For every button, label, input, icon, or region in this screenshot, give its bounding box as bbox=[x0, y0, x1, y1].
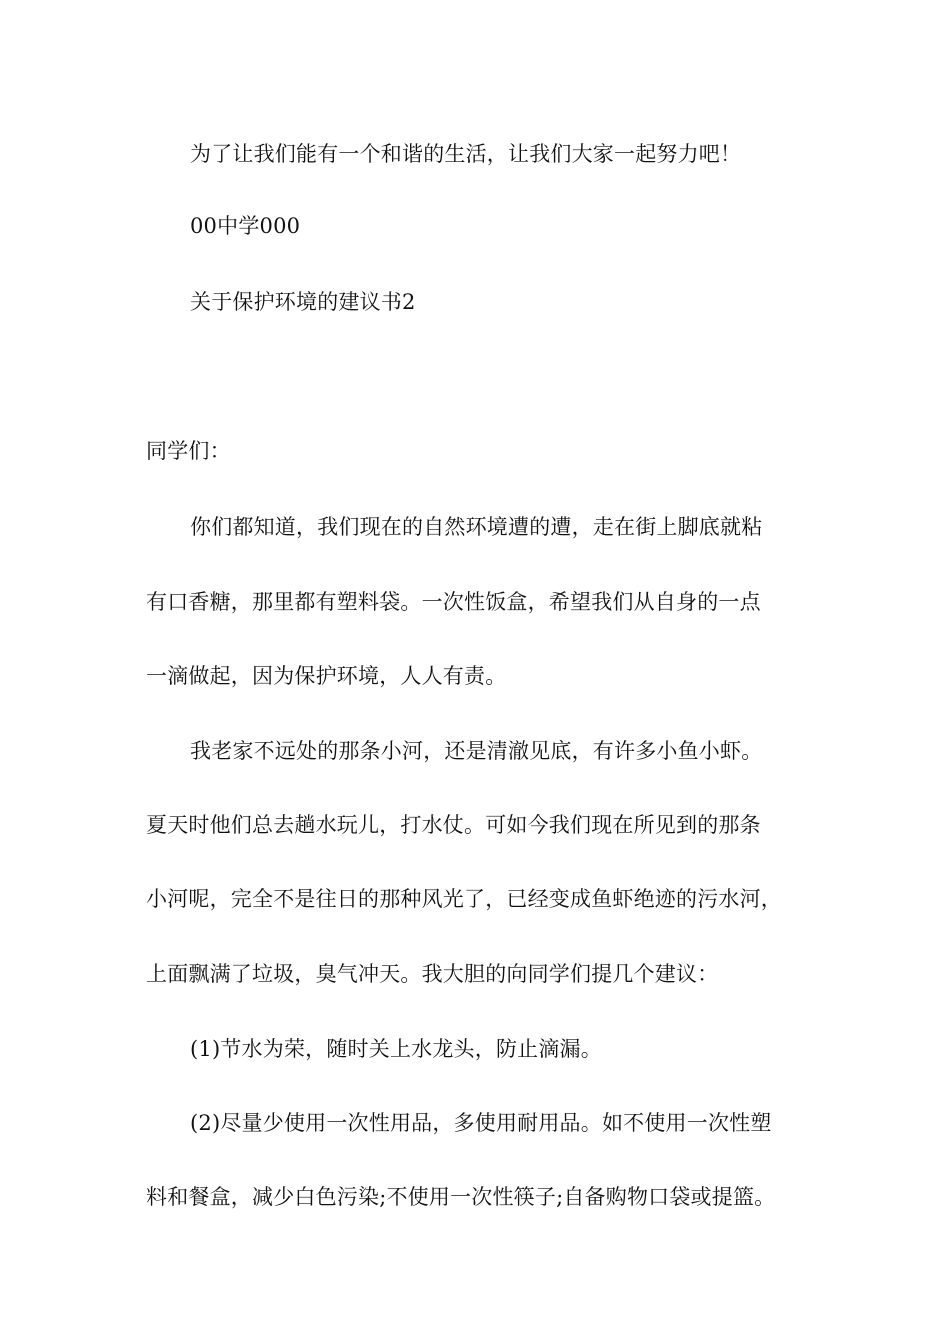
paragraph-line: 小河呢，完全不是往日的那种风光了，已经变成鱼虾绝迹的污水河， bbox=[146, 887, 782, 911]
suggestion-item-2: (2)尽量少使用一次性用品，多使用耐用品。如不使用一次性塑 bbox=[190, 1111, 772, 1135]
suggestion-item-1: (1)节水为荣，随时关上水龙头，防止滴漏。 bbox=[190, 1037, 602, 1061]
salutation: 同学们： bbox=[146, 439, 231, 463]
closing-sentence: 为了让我们能有一个和谐的生活，让我们大家一起努力吧！ bbox=[190, 142, 742, 166]
signature: 00中学000 bbox=[190, 214, 301, 238]
paragraph-line: 料和餐盒，减少白色污染;不使用一次性筷子;自备购物口袋或提篮。 bbox=[146, 1185, 776, 1209]
paragraph-line: 上面飘满了垃圾，臭气冲天。我大胆的向同学们提几个建议： bbox=[146, 962, 719, 986]
paragraph-line: 我老家不远处的那条小河，还是清澈见底，有许多小鱼小虾。 bbox=[190, 739, 763, 763]
section-title: 关于保护环境的建议书2 bbox=[190, 290, 416, 314]
paragraph-line: 你们都知道，我们现在的自然环境遭的遭，走在街上脚底就粘 bbox=[190, 515, 763, 539]
paragraph-line: 夏天时他们总去趟水玩儿，打水仗。可如今我们现在所见到的那条 bbox=[146, 813, 761, 837]
paragraph-line: 一滴做起，因为保护环境，人人有责。 bbox=[146, 664, 507, 688]
paragraph-line: 有口香糖，那里都有塑料袋。一次性饭盒，希望我们从自身的一点 bbox=[146, 590, 761, 614]
